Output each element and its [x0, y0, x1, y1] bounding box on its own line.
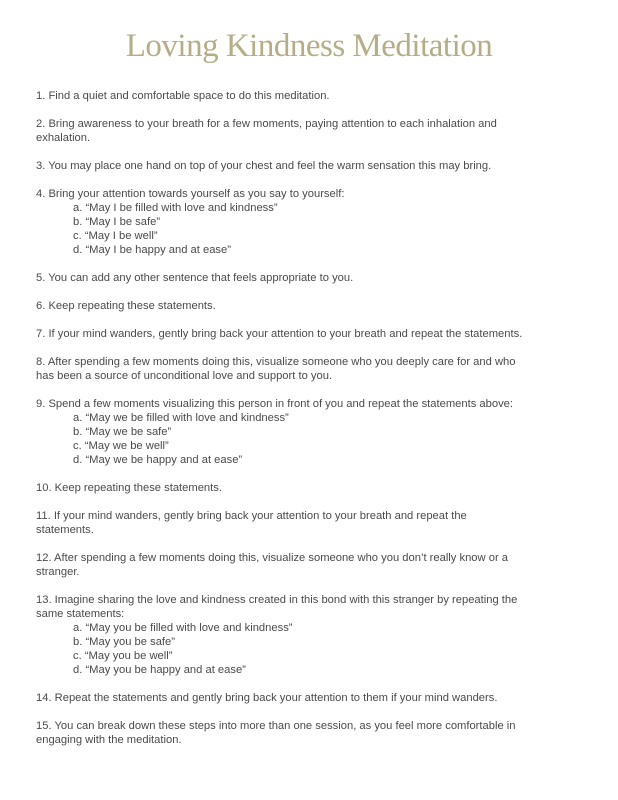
step-text: 14. Repeat the statements and gently bring back your attention to them if your mind wanders. [36, 692, 498, 704]
step-item [36, 89, 526, 103]
sub-item: c. “May you be well” [73, 650, 173, 662]
sub-list [36, 411, 526, 467]
step-text: 9. Spend a few moments visualizing this person in front of you and repeat the statements above: [36, 398, 513, 410]
sub-item: b. “May you be safe” [73, 636, 175, 648]
step-item [36, 159, 526, 173]
steps-list [36, 89, 526, 761]
step-item [36, 187, 526, 257]
sub-item: a. “May you be filled with love and kindness” [73, 622, 293, 634]
sub-item: a. “May I be filled with love and kindness” [73, 202, 278, 214]
step-item [36, 299, 526, 313]
sub-item: c. “May we be well” [73, 440, 169, 452]
sub-item: c. “May I be well” [73, 230, 158, 242]
step-text: 7. If your mind wanders, gently bring back your attention to your breath and repeat the statements. [36, 328, 523, 340]
step-text: 4. Bring your attention towards yourself as you say to yourself: [36, 188, 345, 200]
page-title: Loving Kindness Meditation [125, 28, 493, 64]
sub-list [36, 201, 526, 257]
step-item [36, 509, 526, 537]
sub-item: d. “May we be happy and at ease” [73, 454, 243, 466]
step-item [36, 551, 526, 579]
step-item [36, 327, 526, 341]
sub-item: a. “May we be filled with love and kindness” [73, 412, 289, 424]
step-text: 8. After spending a few moments doing this, visualize someone who you deeply care for and who has been a source of unconditional love and support to you. [36, 356, 516, 382]
step-text: 12. After spending a few moments doing this, visualize someone who you don’t really know or a stranger. [36, 552, 508, 578]
sub-list [36, 621, 526, 677]
step-text: 5. You can add any other sentence that feels appropriate to you. [36, 272, 354, 284]
step-item [36, 593, 526, 677]
step-item [36, 355, 526, 383]
step-item [36, 397, 526, 467]
sub-item: b. “May I be safe” [73, 216, 161, 228]
step-text: 10. Keep repeating these statements. [36, 482, 222, 494]
step-text: 11. If your mind wanders, gently bring back your attention to your breath and repeat the statements. [36, 510, 467, 536]
step-item [36, 271, 526, 285]
step-text: 15. You can break down these steps into more than one session, as you feel more comfortable in engaging with the meditation. [36, 720, 516, 746]
sub-item: b. “May we be safe” [73, 426, 172, 438]
step-text: 13. Imagine sharing the love and kindness created in this bond with this stranger by repeating the same statements: [36, 594, 518, 620]
sub-item: d. “May I be happy and at ease” [73, 244, 231, 256]
step-text: 3. You may place one hand on top of your chest and feel the warm sensation this may bring. [36, 160, 492, 172]
sub-item: d. “May you be happy and at ease” [73, 664, 246, 676]
step-item [36, 117, 526, 145]
step-text: 2. Bring awareness to your breath for a few moments, paying attention to each inhalation and exhalation. [36, 118, 497, 144]
step-item [36, 719, 526, 747]
step-text: 6. Keep repeating these statements. [36, 300, 216, 312]
step-text: 1. Find a quiet and comfortable space to do this meditation. [36, 90, 330, 102]
step-item [36, 691, 526, 705]
step-item [36, 481, 526, 495]
